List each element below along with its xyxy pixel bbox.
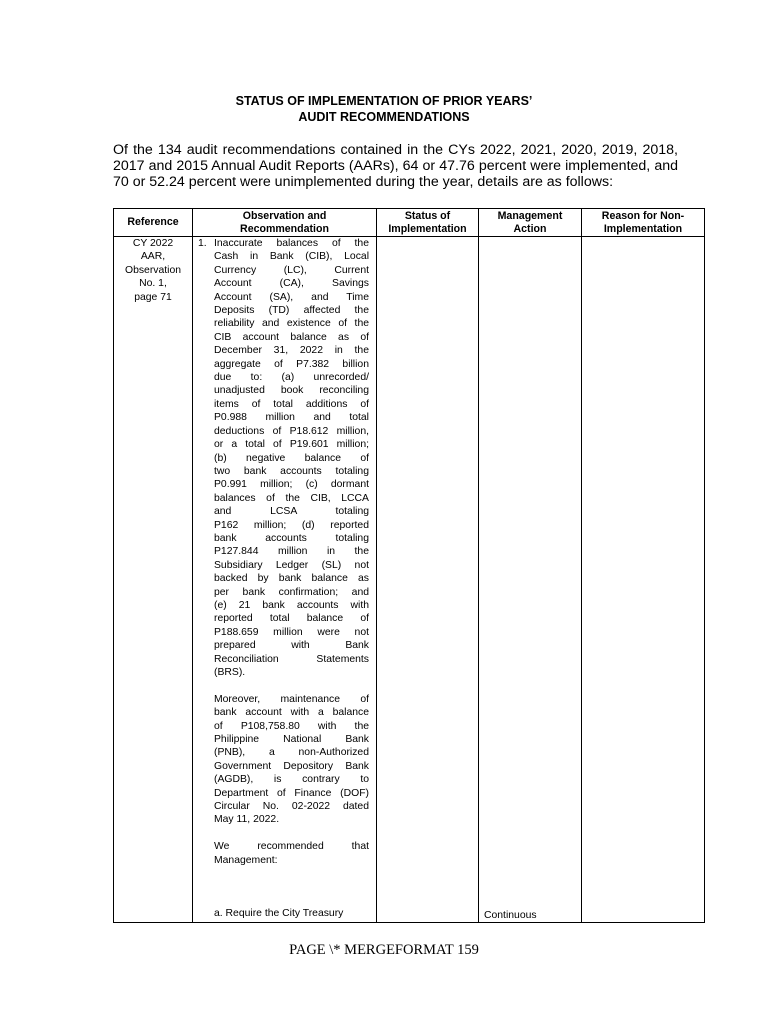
header-reason [582, 209, 705, 237]
paragraph-line: P127.844 million in the [214, 546, 369, 558]
paragraph-line: P0.988 million and total [214, 412, 369, 424]
paragraph-line: Subsidiary Ledger (SL) not [214, 559, 369, 571]
paragraph-line: Currency (LC), Current [214, 264, 369, 276]
paragraph-line: aggregate of P7.382 billion [214, 358, 369, 370]
paragraph-line: reliability and existence of the [214, 318, 369, 330]
paragraph-line: P0.991 million; (c) dormant [214, 479, 369, 491]
observation-paragraph-2 [214, 693, 369, 827]
paragraph-line: Circular No. 02-2022 dated [214, 801, 369, 813]
paragraph-line: bank account with a balance [214, 707, 369, 719]
recommendation-intro [214, 840, 369, 867]
paragraph-line: We recommended that [214, 841, 369, 853]
paragraph-line: Cash in Bank (CIB), Local [214, 251, 369, 263]
paragraph-line: (e) 21 bank accounts with [214, 599, 369, 611]
reference-line: Observation [124, 264, 182, 276]
header-observation-line-2: Recommendation [240, 222, 329, 235]
paragraph-line: Inaccurate balances of the [214, 238, 369, 249]
observation-cell [193, 237, 377, 923]
management-action-text: Continuous [484, 910, 537, 921]
reference-line: CY 2022 [132, 238, 174, 249]
header-status [377, 209, 479, 237]
header-management-line-1: Management [497, 209, 563, 222]
page-title-line-2: AUDIT RECOMMENDATIONS [298, 110, 470, 124]
paragraph-line: P162 million; (d) reported [214, 519, 369, 531]
paragraph-line: and LCSA totaling [214, 506, 369, 518]
paragraph-line: balances of the CIB, LCCA [214, 492, 369, 504]
paragraph-line: (BRS). [214, 667, 246, 678]
header-management [479, 209, 582, 237]
reference-cell [114, 237, 193, 923]
paragraph-line: per bank confirmation; and [214, 586, 369, 598]
paragraph-line: Management: [214, 854, 278, 866]
paragraph-line: (AGDB), is contrary to [214, 774, 369, 786]
table-header-row [114, 209, 705, 237]
paragraph-line: due to: (a) unrecorded/ [214, 372, 369, 384]
paragraph-line: backed by bank balance as [214, 573, 369, 585]
paragraph-line: items of total additions of [214, 398, 369, 410]
paragraph-line: May 11, 2022. [214, 814, 280, 826]
status-cell [377, 237, 479, 923]
intro-line-3: 70 or 52.24 percent were unimplemented during the year, details are as follows: [113, 174, 614, 190]
paragraph-line: Moreover, maintenance of [214, 693, 369, 705]
header-reason-line-1: Reason for Non- [601, 209, 685, 222]
intro-paragraph [113, 142, 678, 190]
intro-line-2: 2017 and 2015 Annual Audit Reports (AARs), 64 or 47.76 percent were implemented, and [113, 158, 678, 174]
observation-paragraph-1 [214, 237, 369, 679]
paragraph-line: Account (CA), Savings [214, 278, 369, 290]
paragraph-line: unadjusted book reconciling [214, 385, 369, 397]
paragraph-line: Reconciliation Statements [214, 653, 369, 665]
paragraph-line: (b) negative balance of [214, 452, 369, 464]
reference-line: AAR, [140, 251, 166, 263]
paragraph-line: two bank accounts totaling [214, 465, 369, 477]
paragraph-line: or a total of P19.601 million; [214, 439, 369, 451]
paragraph-line: CIB account balance as of [214, 331, 369, 343]
header-observation-line-1: Observation and [242, 209, 327, 222]
header-reference: Reference [114, 209, 193, 237]
paragraph-line: deductions of P18.612 million, [214, 425, 369, 437]
paragraph-line: of P108,758.80 with the [214, 720, 369, 732]
paragraph-line: prepared with Bank [214, 640, 369, 652]
paragraph-line: (PNB), a non-Authorized [214, 747, 369, 759]
paragraph-line: December 31, 2022 in the [214, 345, 369, 357]
table-row [114, 237, 705, 923]
paragraph-line: Account (SA), and Time [214, 291, 369, 303]
reason-cell [582, 237, 705, 923]
paragraph-line: P188.659 million were not [214, 626, 369, 638]
reference-line: page 71 [134, 291, 172, 303]
paragraph-line: reported total balance of [214, 613, 369, 625]
page-footer: PAGE \* MERGEFORMAT 159 [289, 942, 479, 958]
reference-line: No. 1, [139, 278, 167, 290]
recommendation-item-a: a. Require the City Treasury [214, 908, 344, 920]
paragraph-line: Department of Finance (DOF) [214, 787, 369, 799]
page-title-line-1: STATUS OF IMPLEMENTATION OF PRIOR YEARS’ [235, 94, 533, 108]
header-status-line-1: Status of [404, 209, 451, 222]
paragraph-line: Philippine National Bank [214, 734, 369, 746]
header-reason-line-2: Implementation [603, 222, 683, 235]
paragraph-line: Deposits (TD) affected the [214, 305, 369, 317]
observation-number: 1. [198, 238, 207, 249]
intro-line-1: Of the 134 audit recommendations contained in the CYs 2022, 2021, 2020, 2019, 2018, [113, 142, 678, 158]
management-action-cell [479, 237, 582, 923]
header-observation [193, 209, 377, 237]
header-management-line-2: Action [513, 222, 547, 235]
header-status-line-2: Implementation [388, 222, 467, 235]
paragraph-line: Government Depository Bank [214, 760, 369, 772]
paragraph-line: bank accounts totaling [214, 532, 369, 544]
audit-recommendations-table [113, 208, 705, 923]
